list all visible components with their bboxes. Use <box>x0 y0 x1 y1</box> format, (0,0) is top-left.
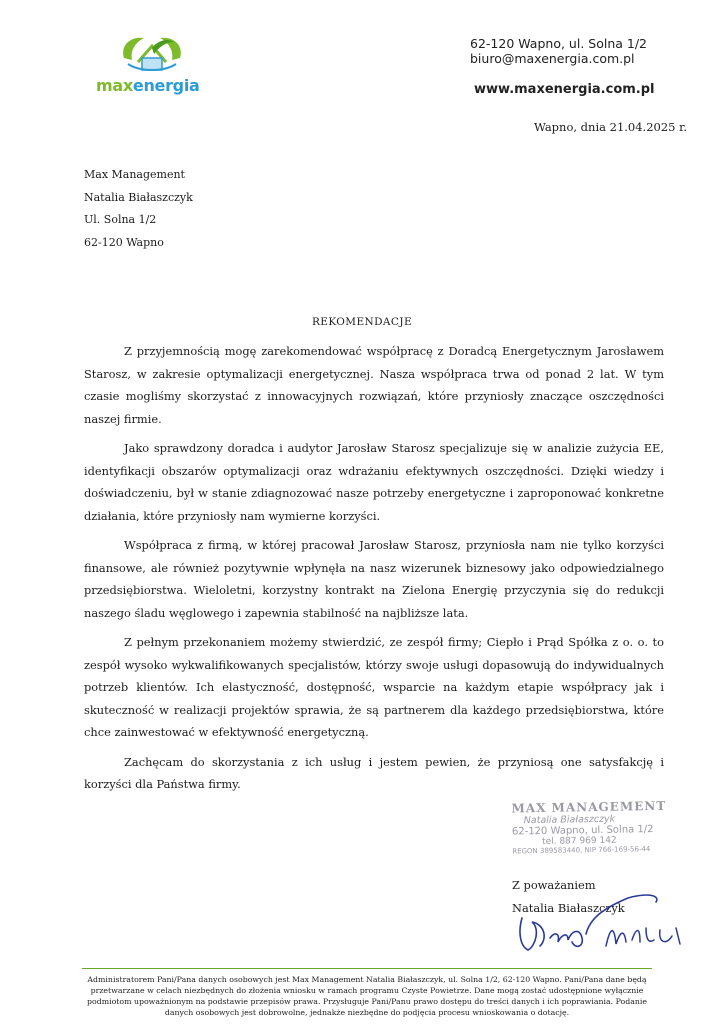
body-paragraph: Z pełnym przekonaniem możemy stwierdzić, ze zespół firmy; Ciepło i Prąd Spółka z o. o. to zespół wysoko wykwalifikowanych specjalistów, którzy swoje usługi dopasowują do indywidualnych potrzeb klientów. Ich elastyczność, dostępność, wsparcie na każdym etapie współpracy jak i skuteczność w realizacji projektów sprawia, że są partnerem dla każdego przedsiębiorstwa, które chce zainwestować w efektywność energetyczną. <box>84 635 664 739</box>
header-website: www.maxenergia.com.pl <box>474 82 655 97</box>
house-leaf-icon <box>118 28 186 72</box>
body-paragraph: Jako sprawdzony doradca i audytor Jarosław Starosz specjalizuje się w analizie zużycia EE, identyfikacji obszarów optymalizacji oraz wdrażaniu efektywnych oszczędności. Dzięki wiedzy i doświadczeniu, był w stanie zdiagnozować nasze potrzeby energetyczne i zaproponować konkretne działania, które przyniosły nam wymierne korzyści. <box>84 441 664 523</box>
company-logo <box>92 28 212 100</box>
stamp-address: 62-120 Wapno, ul. Solna 1/2 <box>511 824 654 838</box>
body-paragraph: Współpraca z firmą, w której pracował Jarosław Starosz, przyniosła nam nie tylko korzyści finansowe, ale również pozytywnie wpłynęła na nasz wizerunek biznesowy jako odpowiedzialnego przedsiębiorstwa. Wieloletni, korzystny kontrakt na Zielona Energię przyczynia się do redukcji naszego śladu węglowego i zapewnia stabilność na najbliższe lata. <box>84 538 664 620</box>
recipient-block <box>84 164 193 254</box>
closing-greeting: Z poważaniem <box>512 878 596 892</box>
closing-name: Natalia Białaszczyk <box>512 901 625 915</box>
header-email: biuro@maxenergia.com.pl <box>470 51 635 66</box>
footer-divider <box>82 968 652 969</box>
company-stamp <box>511 799 682 870</box>
body-paragraph: Zachęcam do skorzystania z ich usług i jestem pewien, że przyniosą one satysfakcję i korzyści dla Państwa firmy. <box>84 754 664 791</box>
logo-text-energia: energia <box>132 76 200 95</box>
gdpr-footer: Administratorem Pani/Pana danych osobowych jest Max Management Natalia Białaszczyk, ul. Solna 1/2, 62-120 Wapno. Pani/Pana dane będą przetwarzane w celach niezbędnych do złożenia wniosku w ramach programu Czyste Powietrze. Dane mogą zostać udostępnione wyłącznie podmiotom upoważnionym na podstawie przepisów prawa. Przysługuje Pani/Panu prawo dostępu do treści danych i ich poprawiania. Podanie danych osobowych jest dobrowolne, jednakże niezbędne do podjęcia procesu wnioskowania o dotację. <box>87 975 647 1017</box>
stamp-company: MAX MANAGEMENT <box>511 798 667 816</box>
body-paragraph: Z przyjemnością mogę zarekomendować współpracę z Doradcą Energetycznym Jarosławem Starosz, w zakresie optymalizacji energetycznej. Nasza współpraca trwa od ponad 2 lat. W tym czasie mogliśmy skorzystać z innowacyjnych rozwiązań, które przyniosły znaczące oszczędności naszej firmie. <box>84 344 664 426</box>
header-contact <box>470 36 647 66</box>
stamp-phone: tel. 887 969 142 <box>542 835 617 847</box>
logo-text-max: max <box>96 76 133 95</box>
stamp-name: Natalia Białaszczyk <box>523 813 616 827</box>
handwritten-signature <box>510 888 690 958</box>
recipient-company: Max Management <box>84 168 185 181</box>
recipient-city: 62-120 Wapno <box>84 235 164 249</box>
logo-wordmark <box>96 76 200 95</box>
letter-title: REKOMENDACJE <box>311 316 413 328</box>
stamp-regon: REGON 389583440, NIP 766-169-56-44 <box>512 845 651 856</box>
letter-date: Wapno, dnia 21.04.2025 r. <box>534 120 688 134</box>
letter-body <box>84 340 664 803</box>
recipient-name: Natalia Białaszczyk <box>84 190 193 204</box>
recipient-street: Ul. Solna 1/2 <box>84 213 157 226</box>
header-address: 62-120 Wapno, ul. Solna 1/2 <box>470 36 647 51</box>
